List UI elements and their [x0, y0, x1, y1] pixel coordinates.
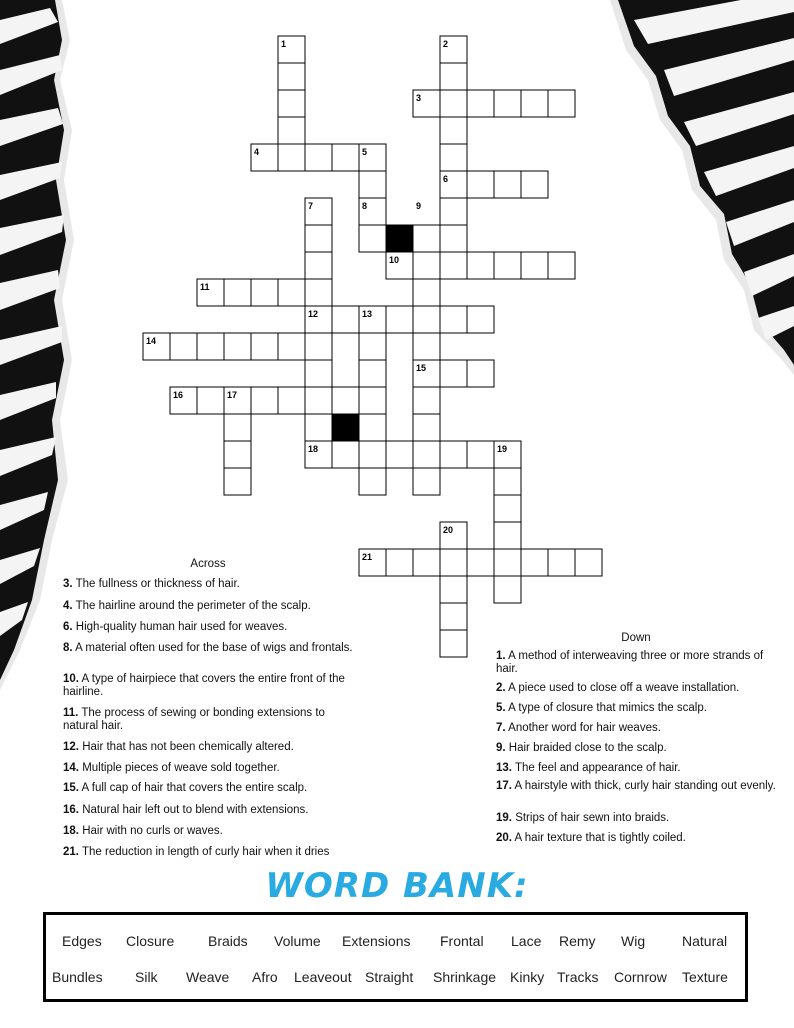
word-bank-word: Straight: [365, 969, 414, 985]
down-clue: 5. A type of closure that mimics the scalp.: [496, 702, 707, 714]
word-bank-word: Volume: [274, 933, 321, 949]
grid-cell[interactable]: [494, 252, 521, 279]
grid-cell[interactable]: [413, 468, 440, 495]
grid-cell[interactable]: [386, 306, 413, 333]
word-bank-word: Braids: [208, 933, 248, 949]
grid-cell[interactable]: [305, 225, 332, 252]
grid-cell[interactable]: [305, 360, 332, 387]
clue-num: 13.: [496, 762, 512, 774]
black-cell: [386, 225, 413, 252]
grid-cell[interactable]: [440, 225, 467, 252]
clue-number: 21: [362, 552, 373, 562]
grid-cell[interactable]: [494, 576, 521, 603]
clue-number: 18: [308, 444, 319, 454]
grid-cell[interactable]: [305, 252, 332, 279]
word-bank-word: Kinky: [510, 969, 545, 985]
across-clue: 16. Natural hair left out to blend with extensions.: [63, 804, 309, 816]
word-bank-word: Closure: [126, 933, 175, 949]
across-clue: 14. Multiple pieces of weave sold together.: [63, 762, 280, 774]
grid-cell[interactable]: [359, 441, 386, 468]
clue-number: 8: [362, 201, 368, 211]
word-bank-word: Tracks: [557, 969, 599, 985]
grid-cell[interactable]: [575, 549, 602, 576]
grid-cell[interactable]: [278, 90, 305, 117]
grid-cell[interactable]: [440, 144, 467, 171]
clue-num: 19.: [496, 812, 512, 824]
grid-cell[interactable]: [440, 603, 467, 630]
grid-cell[interactable]: [278, 387, 305, 414]
grid-cell[interactable]: [224, 468, 251, 495]
grid-cell[interactable]: [251, 333, 278, 360]
across-clue: 6. High-quality human hair used for weaves.: [63, 621, 288, 633]
clue-number: 1: [281, 39, 287, 49]
grid-cell[interactable]: [305, 144, 332, 171]
grid-cell[interactable]: [494, 495, 521, 522]
clue-number: 19: [497, 444, 508, 454]
word-bank-word: Weave: [186, 969, 230, 985]
across-clue: 4. The hairline around the perimeter of the scalp.: [63, 600, 311, 612]
grid-cell[interactable]: [440, 117, 467, 144]
word-bank-word: Edges: [62, 933, 102, 949]
grid-cell[interactable]: [170, 333, 197, 360]
clue-number: 5: [362, 147, 368, 157]
clue-number: 15: [416, 363, 427, 373]
grid-cell[interactable]: [413, 252, 440, 279]
down-clue: 19. Strips of hair sewn into braids.: [496, 812, 670, 824]
across-clues: [63, 558, 353, 878]
word-bank-box: [43, 912, 748, 1002]
clue-num: 8.: [63, 642, 73, 654]
word-bank-word: Bundles: [52, 969, 103, 985]
grid-cell[interactable]: [332, 441, 359, 468]
grid-cell[interactable]: [278, 144, 305, 171]
grid-cell[interactable]: [197, 387, 224, 414]
clue-number: 11: [200, 282, 210, 292]
grid-cell[interactable]: [359, 468, 386, 495]
clue-num: 9.: [496, 742, 506, 754]
clue-number: 10: [389, 255, 400, 265]
grid-cell[interactable]: [467, 90, 494, 117]
across-clue: 15. A full cap of hair that covers the entire scalp.: [63, 782, 308, 794]
grid-cell[interactable]: [224, 333, 251, 360]
word-bank-word: Extensions: [342, 933, 411, 949]
grid-cell[interactable]: [278, 63, 305, 90]
grid-cell[interactable]: [413, 414, 440, 441]
grid-cell[interactable]: [359, 171, 386, 198]
grid-cell[interactable]: [440, 549, 467, 576]
clue-num: 15.: [63, 782, 79, 794]
grid-cell[interactable]: [251, 387, 278, 414]
clue-num: 10.: [63, 673, 79, 685]
grid-cell[interactable]: [521, 171, 548, 198]
clue-num: 21.: [63, 846, 79, 858]
grid-cell[interactable]: [440, 306, 467, 333]
grid-cell[interactable]: [305, 414, 332, 441]
down-clue: 1. A method of interweaving three or more strands of hair.: [496, 650, 764, 675]
grid-cell[interactable]: [467, 360, 494, 387]
grid-cell[interactable]: [251, 279, 278, 306]
grid-cell[interactable]: [467, 441, 494, 468]
clue-num: 5.: [496, 702, 506, 714]
grid-cell[interactable]: [359, 360, 386, 387]
grid-cell[interactable]: [278, 117, 305, 144]
clue-num: 20.: [496, 832, 512, 844]
clue-num: 3.: [63, 578, 73, 590]
black-cell: [332, 414, 359, 441]
grid-cell[interactable]: [413, 306, 440, 333]
word-bank-word: Shrinkage: [433, 969, 497, 985]
grid-cell[interactable]: [386, 441, 413, 468]
clue-number: 17: [227, 390, 238, 400]
across-clue: 8. A material often used for the base of wigs and frontals.: [63, 642, 353, 654]
across-clue: 10. A type of hairpiece that covers the entire front of the hairline.: [63, 673, 345, 698]
grid-cell[interactable]: [440, 63, 467, 90]
word-bank-word: Cornrow: [614, 969, 667, 985]
grid-cell[interactable]: [359, 333, 386, 360]
grid-cell[interactable]: [224, 279, 251, 306]
grid-cell[interactable]: [548, 90, 575, 117]
grid-cell[interactable]: [440, 360, 467, 387]
grid-cell[interactable]: [494, 90, 521, 117]
grid-cell[interactable]: [440, 441, 467, 468]
clue-num: 14.: [63, 762, 79, 774]
across-heading: Across: [190, 558, 226, 570]
grid-cell[interactable]: [332, 306, 359, 333]
grid-cell[interactable]: [548, 549, 575, 576]
grid-cell[interactable]: [467, 171, 494, 198]
grid-cell[interactable]: [332, 387, 359, 414]
grid-cell[interactable]: [224, 441, 251, 468]
across-clue: 21. The reduction in length of curly hair when it dries: [63, 846, 330, 858]
grid-cell[interactable]: [413, 441, 440, 468]
word-bank-word: Afro: [252, 969, 278, 985]
grid-cell[interactable]: [494, 549, 521, 576]
grid-cell[interactable]: [521, 90, 548, 117]
clue-num: 18.: [63, 825, 79, 837]
grid-cell[interactable]: [386, 549, 413, 576]
down-clue: 13. The feel and appearance of hair.: [496, 762, 681, 774]
clue-num: 16.: [63, 804, 79, 816]
grid-cell[interactable]: [359, 387, 386, 414]
clue-num: 6.: [63, 621, 73, 633]
grid-cell[interactable]: [467, 549, 494, 576]
clue-number: 12: [308, 309, 319, 319]
grid-cell[interactable]: [278, 279, 305, 306]
clue-num: 17.: [496, 780, 512, 792]
grid-cell[interactable]: [305, 333, 332, 360]
grid-cell[interactable]: [521, 549, 548, 576]
clue-number: 2: [443, 39, 449, 49]
grid-cell[interactable]: [440, 252, 467, 279]
grid-cell[interactable]: [467, 252, 494, 279]
grid-cell[interactable]: [467, 306, 494, 333]
grid-cell[interactable]: [413, 333, 440, 360]
word-bank-word: Remy: [559, 933, 596, 949]
clue-number: 6: [443, 174, 449, 184]
grid-cell[interactable]: [440, 630, 467, 657]
word-bank-word: Texture: [682, 969, 728, 985]
clue-num: 11.: [63, 707, 79, 719]
word-bank-word: Leaveout: [294, 969, 352, 985]
clue-num: 7.: [496, 722, 506, 734]
grid-cell[interactable]: [413, 279, 440, 306]
down-clue: 2. A piece used to close off a weave installation.: [496, 682, 740, 694]
grid-cell[interactable]: [494, 522, 521, 549]
grid-cell[interactable]: [305, 387, 332, 414]
word-bank-word: Frontal: [440, 933, 484, 949]
grid-cell[interactable]: [224, 414, 251, 441]
word-bank-word: Silk: [135, 969, 158, 985]
grid-cell[interactable]: [413, 549, 440, 576]
across-clue: 3. The fullness or thickness of hair.: [63, 578, 240, 590]
down-clue: 20. A hair texture that is tightly coiled.: [496, 832, 686, 844]
word-bank-word: Lace: [511, 933, 542, 949]
grid-cell[interactable]: [440, 576, 467, 603]
down-heading: Down: [621, 632, 651, 644]
across-clue: 12. Hair that has not been chemically altered.: [63, 741, 294, 753]
grid-cell[interactable]: [494, 171, 521, 198]
down-clues: [496, 632, 776, 852]
across-clue: 18. Hair with no curls or waves.: [63, 825, 223, 837]
grid-cell[interactable]: [332, 144, 359, 171]
clue-num: 12.: [63, 741, 79, 753]
clue-number: 16: [173, 390, 184, 400]
clue-number: 9: [416, 201, 422, 211]
word-bank-title: WORD BANK:: [265, 866, 529, 906]
clue-num: 1.: [496, 650, 506, 662]
grid-cell[interactable]: [305, 279, 332, 306]
grid-cell[interactable]: [521, 252, 548, 279]
clue-number: 7: [308, 201, 314, 211]
word-bank-word: Wig: [621, 933, 646, 949]
grid-cell[interactable]: [440, 198, 467, 225]
grid-cell[interactable]: [413, 387, 440, 414]
grid-cell[interactable]: [548, 252, 575, 279]
grid-cell[interactable]: [197, 333, 224, 360]
clue-number: 14: [146, 336, 157, 346]
grid-cell[interactable]: [413, 225, 440, 252]
clue-number: 4: [254, 147, 260, 157]
down-clue: 9. Hair braided close to the scalp.: [496, 742, 667, 754]
clue-num: 4.: [63, 600, 73, 612]
clue-number: 20: [443, 525, 454, 535]
clue-number: 13: [362, 309, 373, 319]
word-bank-word: Natural: [682, 933, 728, 949]
across-clue: 11. The process of sewing or bonding extensions to natural hair.: [63, 707, 325, 732]
clue-num: 2.: [496, 682, 506, 694]
down-clue: 17. A hairstyle with thick, curly hair standing out evenly.: [496, 780, 776, 792]
clue-number: 3: [416, 93, 422, 103]
grid-cell[interactable]: [440, 90, 467, 117]
grid-cell[interactable]: [359, 414, 386, 441]
grid-cell[interactable]: [359, 225, 386, 252]
down-clue: 7. Another word for hair weaves.: [496, 722, 661, 734]
grid-cell[interactable]: [278, 333, 305, 360]
grid-cell[interactable]: [494, 468, 521, 495]
